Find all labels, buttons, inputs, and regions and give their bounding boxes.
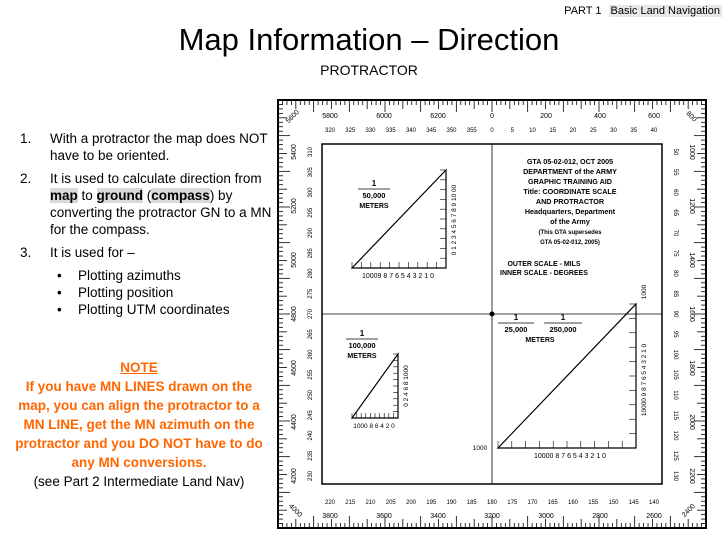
top-mil-label: 6000 — [376, 113, 392, 120]
bottom-degree-label: 180 — [486, 500, 498, 506]
slide-subtitle: PROTRACTOR — [320, 62, 418, 78]
left-degree-label: 245 — [308, 410, 314, 421]
point-text-paren-open: ( — [143, 188, 152, 203]
scale-100k-bottom: 1000 8 6 4 2 0 — [353, 423, 395, 430]
right-degree-label: 55 — [672, 168, 678, 176]
scale-100k-unit: METERS — [347, 353, 377, 360]
scale-50k-denominator: 50,000 — [362, 191, 386, 200]
center-point — [490, 312, 495, 317]
part-topic: Basic Land Navigation — [610, 5, 720, 17]
gta-info-line: AND PROTRACTOR — [535, 197, 605, 206]
right-degree-label: 120 — [672, 430, 678, 441]
bottom-degree-label: 195 — [426, 500, 437, 506]
top-degree-label: 345 — [426, 128, 437, 134]
gta-info-line: GRAPHIC TRAINING AID — [528, 177, 612, 186]
point-text-start: It is used to calculate direction from — [50, 171, 262, 186]
top-degree-label: 30 — [610, 128, 617, 134]
right-mil-label: 1200 — [688, 198, 695, 214]
scale-100k-numerator: 1 — [359, 329, 365, 338]
right-mil-label: 1000 — [688, 144, 695, 160]
scale-25k-bottom-top: 1000 — [472, 445, 488, 452]
highlight-compass: compass — [151, 188, 210, 203]
left-mil-label: 4800 — [291, 306, 298, 322]
subitem-text: Plotting UTM coordinates — [78, 302, 230, 317]
top-degree-label: 15 — [549, 128, 557, 134]
bottom-degree-label: 205 — [385, 500, 396, 506]
left-mil-label: 5200 — [291, 198, 298, 214]
scale-50k-side: 0 1 2 3 4 5 6 7 8 9 10 00 — [451, 184, 458, 256]
left-degree-label: 290 — [308, 227, 314, 239]
bottom-mil-label: 3200 — [484, 513, 500, 520]
note-reference: (see Part 2 Intermediate Land Nav) — [33, 474, 245, 489]
point-number: 2. — [20, 171, 32, 186]
right-degree-label: 75 — [672, 249, 678, 257]
top-degree-label: 320 — [324, 128, 336, 134]
slide-title: Map Information – Direction — [178, 22, 560, 57]
scale-legend-line: INNER SCALE - DEGREES — [500, 270, 588, 277]
bottom-degree-label: 170 — [527, 500, 538, 506]
corner-label: 2400 — [680, 502, 697, 519]
bottom-degree-label: 165 — [547, 500, 558, 506]
right-degree-label: 90 — [672, 310, 678, 318]
subitem-1 — [20, 267, 272, 284]
bottom-degree-label: 185 — [466, 500, 477, 506]
top-mil-label: 5800 — [322, 113, 338, 120]
top-degree-label: 355 — [466, 128, 477, 134]
scale-100k-side: 0 2 4 6 8 1000 — [403, 365, 410, 407]
right-degree-label: 85 — [672, 290, 678, 298]
bottom-degree-label: 145 — [628, 500, 639, 506]
top-degree-label: 335 — [385, 128, 396, 134]
gta-info-line: GTA 05-02-012, OCT 2005 — [526, 157, 614, 166]
left-degree-label: 240 — [308, 430, 314, 441]
left-degree-label: 255 — [308, 369, 314, 380]
point-3 — [20, 244, 272, 261]
gta-info-line: (This GTA supersedes — [538, 230, 602, 236]
bottom-degree-label: 200 — [405, 500, 417, 506]
bottom-degree-label: 175 — [507, 500, 518, 506]
point-text-end: ) by converting the protractor GN to a MN for the compass. — [50, 188, 272, 237]
bottom-mil-label: 2800 — [592, 513, 608, 520]
left-degree-label: 280 — [308, 268, 314, 279]
left-mil-label: 5400 — [291, 144, 298, 160]
top-degree-label: 25 — [589, 128, 597, 134]
top-degree-label: 5 — [510, 128, 514, 134]
left-degree-label: 260 — [308, 349, 314, 360]
point-text: With a protractor the map does NOT have to be oriented. — [50, 131, 268, 163]
note-box — [14, 358, 264, 491]
protractor-image — [270, 92, 714, 536]
top-degree-label: 325 — [345, 128, 356, 134]
subitem-2 — [20, 284, 272, 301]
bottom-degree-label: 210 — [365, 500, 376, 506]
gta-info-line: Headquarters, Department — [524, 207, 616, 216]
bottom-mil-label: 3600 — [376, 513, 392, 520]
right-degree-label: 130 — [672, 470, 678, 482]
right-mil-label: 1600 — [688, 306, 695, 322]
scale-250k-denominator: 250,000 — [549, 325, 577, 334]
part-header — [564, 4, 722, 18]
right-degree-label: 70 — [672, 229, 678, 237]
bottom-mil-label: 3000 — [538, 513, 554, 520]
note-title: NOTE — [120, 360, 158, 375]
right-degree-label: 65 — [672, 209, 678, 217]
left-degree-label: 265 — [308, 329, 314, 340]
key-points-list — [20, 130, 272, 318]
left-degree-label: 295 — [308, 207, 314, 218]
scale-25k-side: 10000 9 8 7 6 5 4 3 2 1 0 — [641, 343, 648, 417]
gta-info-line: Title: COORDINATE SCALE — [523, 187, 617, 196]
right-degree-label: 125 — [672, 450, 678, 461]
corner-label: 5600 — [284, 108, 301, 125]
highlight-ground: ground — [96, 188, 144, 203]
bottom-degree-label: 215 — [345, 500, 356, 506]
right-degree-label: 80 — [672, 270, 678, 277]
bottom-degree-label: 220 — [324, 500, 336, 506]
subitem-3 — [20, 301, 272, 318]
point-2 — [20, 170, 272, 238]
point-text: It is used for – — [50, 245, 135, 260]
left-mil-label: 4400 — [291, 414, 298, 430]
scale-25k-side-top: 1000 — [641, 284, 648, 300]
scale-50k-unit: METERS — [359, 203, 389, 210]
right-degree-label: 115 — [672, 410, 678, 421]
top-mil-label: 400 — [594, 113, 606, 120]
point-number: 3. — [20, 245, 32, 260]
left-degree-label: 235 — [308, 450, 314, 461]
gta-info-line: of the Army — [550, 217, 590, 226]
point-text-to: to — [77, 188, 97, 203]
left-degree-label: 310 — [308, 146, 314, 158]
bottom-degree-label: 190 — [446, 500, 457, 506]
left-degree-label: 275 — [308, 288, 314, 299]
top-degree-label: 10 — [529, 128, 536, 134]
corner-label: 4000 — [287, 502, 304, 519]
left-mil-label: 4200 — [291, 468, 298, 484]
right-degree-label: 60 — [672, 189, 678, 196]
right-degree-label: 110 — [672, 390, 678, 400]
scale-50k-bottom: 10009 8 7 6 5 4 3 2 1 0 — [361, 273, 435, 280]
scale-100k-denominator: 100,000 — [348, 341, 376, 350]
bullet-icon: • — [57, 302, 62, 317]
scale-250k-numerator: 1 — [560, 313, 566, 322]
scale-25k-unit: METERS — [525, 337, 555, 344]
top-degree-label: 35 — [630, 128, 638, 134]
top-degree-label: 40 — [650, 128, 658, 134]
left-degree-label: 250 — [308, 389, 314, 401]
top-degree-label: 330 — [365, 128, 376, 134]
top-mil-label: 600 — [648, 113, 660, 120]
top-degree-label: 340 — [405, 128, 417, 134]
point-1 — [20, 130, 272, 164]
scale-25k-denominator: 25,000 — [504, 325, 528, 334]
right-mil-label: 2200 — [688, 468, 695, 484]
bottom-mil-label: 3800 — [322, 513, 338, 520]
left-degree-label: 230 — [308, 470, 314, 482]
left-degree-label: 270 — [308, 308, 314, 320]
highlight-map: map — [50, 188, 78, 203]
right-mil-label: 1800 — [688, 360, 695, 376]
right-mil-label: 2000 — [688, 414, 695, 430]
left-degree-label: 300 — [308, 187, 314, 198]
top-degree-label: 0 — [490, 128, 494, 134]
gta-info-line: GTA 05-02-012, 2005) — [540, 240, 600, 246]
point-number: 1. — [20, 131, 32, 146]
right-degree-label: 100 — [672, 349, 678, 360]
top-mil-label: 200 — [540, 113, 552, 120]
top-degree-label: 350 — [446, 128, 457, 134]
right-degree-label: 105 — [672, 369, 678, 380]
left-degree-label: 285 — [308, 248, 314, 259]
bottom-mil-label: 2600 — [646, 513, 662, 520]
right-degree-label: 95 — [672, 330, 678, 338]
corner-label: 800 — [684, 110, 698, 124]
bottom-degree-label: 140 — [648, 500, 660, 506]
scale-legend-line: OUTER SCALE - MILS — [507, 261, 581, 268]
right-degree-label: 50 — [672, 148, 678, 156]
top-mil-label: 6200 — [430, 113, 446, 120]
bottom-mil-label: 3400 — [430, 513, 446, 520]
bullet-icon: • — [57, 285, 62, 300]
scale-25k-bottom: 10000 8 7 6 5 4 3 2 1 0 — [533, 453, 607, 460]
bullet-icon: • — [57, 268, 62, 283]
bottom-degree-label: 150 — [608, 500, 619, 506]
left-degree-label: 305 — [308, 167, 314, 178]
left-mil-label: 5000 — [291, 252, 298, 268]
subitem-text: Plotting position — [78, 285, 174, 300]
subitem-text: Plotting azimuths — [78, 268, 181, 283]
bottom-degree-label: 160 — [567, 500, 579, 506]
right-mil-label: 1400 — [688, 252, 695, 268]
top-degree-label: 20 — [569, 128, 577, 134]
bottom-degree-label: 155 — [588, 500, 599, 506]
scale-50k-numerator: 1 — [371, 179, 377, 188]
scale-25k-numerator: 1 — [513, 313, 519, 322]
part-number: PART 1 — [564, 5, 602, 17]
left-mil-label: 4600 — [291, 360, 298, 376]
note-body: If you have MN LINES drawn on the map, you can align the protractor to a MN LINE, get the MN azimuth on the protractor and you DO NOT have to do any MN conversions. — [15, 379, 263, 470]
top-mil-label: 0 — [490, 113, 494, 120]
gta-info-line: DEPARTMENT of the ARMY — [523, 167, 617, 176]
